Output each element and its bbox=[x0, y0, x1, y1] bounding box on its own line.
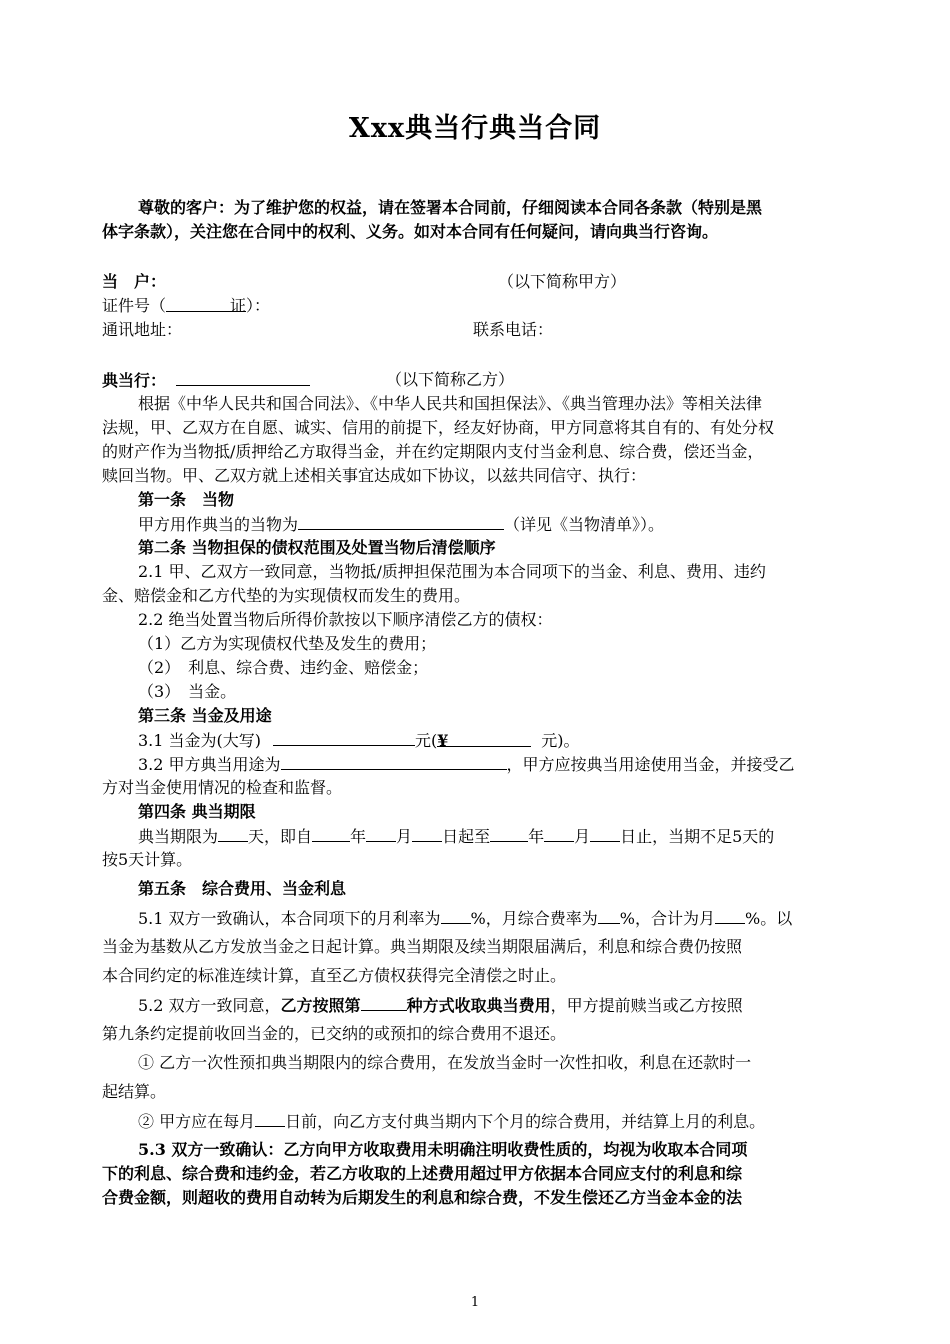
art5-p53-line: 下的利息、综合费和违约金，若乙方收取的上述费用超过甲方依据本合同应支付的利息和综 bbox=[102, 1164, 743, 1183]
art3-p1-mid: 元( bbox=[415, 731, 438, 750]
option-1-line: ① 乙方一次性预扣典当期限内的综合费用，在发放当金时一次性扣收，利息在还款时一 bbox=[138, 1053, 752, 1072]
end-year-field[interactable] bbox=[490, 824, 528, 842]
article-heading: 第一条 当物 bbox=[138, 490, 235, 509]
art5-p53-line: 合费金额，则超收的费用自动转为后期发生的利息和综合费，不发生偿还乙方当金本金的法 bbox=[102, 1188, 743, 1207]
p52-d: ，甲方提前赎当或乙方按照 bbox=[550, 996, 743, 1015]
end-month-field[interactable] bbox=[544, 824, 574, 842]
address-row bbox=[102, 318, 862, 342]
opt2-a: ② 甲方应在每月 bbox=[138, 1112, 256, 1131]
p52-c: 种方式收取典当费用 bbox=[406, 996, 551, 1015]
article-heading: 第二条 当物担保的债权范围及处置当物后清偿顺序 bbox=[138, 538, 496, 557]
art2-p1-line: 金、赔偿金和乙方代垫的为实现债权而发生的费用。 bbox=[102, 586, 471, 605]
id-label-pre: 证件号（ bbox=[102, 296, 167, 315]
art3-p2 bbox=[102, 752, 862, 776]
id-type-field[interactable] bbox=[166, 294, 247, 315]
article-heading: 第五条 综合费用、当金利息 bbox=[138, 879, 347, 898]
party-a-row bbox=[102, 270, 862, 294]
art5-p53-line: 5.3 双方一致确认：乙方向甲方收取费用未明确注明收费性质的，均视为收取本合同项 bbox=[138, 1140, 748, 1159]
preamble-line: 赎回当物。甲、乙双方就上述相关事宜达成如下协议，以兹共同信守、执行： bbox=[102, 466, 647, 485]
art1-text-post: （详见《当物清单》）。 bbox=[504, 515, 665, 534]
art2-p1-line: 2.1 甲、乙双方一致同意，当物抵/质押担保范围为本合同项下的当金、利息、费用、违约 bbox=[138, 562, 766, 581]
contract-body bbox=[102, 196, 862, 1210]
art2-item: （1）乙方为实现债权代垫及发生的费用； bbox=[138, 634, 437, 653]
start-day-field[interactable] bbox=[412, 824, 442, 842]
art4-t6: 年 bbox=[528, 827, 545, 846]
art5-p51-line: 当金为基数从乙方发放当金之日起计算。典当期限及续当期限届满后，利息和综合费仍按照 bbox=[102, 937, 743, 956]
article-heading: 第四条 典当期限 bbox=[138, 802, 256, 821]
party-b-row bbox=[102, 368, 862, 392]
art2-item: （2） 利息、综合费、违约金、赔偿金； bbox=[138, 658, 429, 677]
art3-p1-post: 元)。 bbox=[541, 731, 580, 750]
art3-p2-pre: 3.2 甲方典当用途为 bbox=[138, 755, 281, 774]
amount-words-field[interactable] bbox=[273, 728, 415, 746]
art4-t2: 天，即自 bbox=[248, 827, 313, 846]
art1-text-pre: 甲方用作典当的当物为 bbox=[138, 515, 299, 534]
opt2-b: 日前，向乙方支付典当期内下个月的综合费用，并结算上月的利息。 bbox=[285, 1112, 766, 1131]
art3-p1-pre: 3.1 当金为(大写) bbox=[138, 731, 262, 750]
notice-line: 尊敬的客户：为了维护您的权益，请在签署本合同前，仔细阅读本合同各条款（特别是黑 bbox=[138, 198, 763, 217]
p51-c: %，合计为月 bbox=[619, 909, 715, 928]
fee-rate-field[interactable] bbox=[598, 906, 620, 924]
purpose-field[interactable] bbox=[281, 752, 507, 770]
p51-b: %，月综合费率为 bbox=[470, 909, 598, 928]
party-b-label: 典当行： bbox=[102, 371, 167, 390]
preamble-line: 法规，甲、乙双方在自愿、诚实、信用的前提下，经友好协商，甲方同意将其自有的、有处分权 bbox=[102, 418, 775, 437]
art4-t5: 日起至 bbox=[442, 827, 491, 846]
option-1-line: 起结算。 bbox=[102, 1082, 167, 1101]
art4-line2: 按5天计算。 bbox=[102, 850, 193, 869]
pawn-item-field[interactable] bbox=[298, 512, 504, 530]
art4-t8: 日止，当期不足5天的 bbox=[620, 827, 775, 846]
party-a-note: （以下简称甲方） bbox=[498, 272, 627, 291]
address-label: 通讯地址： bbox=[102, 320, 183, 339]
art5-p51 bbox=[102, 906, 862, 930]
p51-a: 5.1 双方一致确认，本合同项下的月利率为 bbox=[138, 909, 441, 928]
art4-t4: 月 bbox=[396, 827, 413, 846]
art5-p52 bbox=[102, 993, 862, 1017]
payment-day-field[interactable] bbox=[255, 1109, 285, 1127]
preamble-line: 的财产作为当物抵/质押给乙方取得当金，并在约定期限内支付当金利息、综合费，偿还当金， bbox=[102, 442, 764, 461]
art3-p2-line2: 方对当金使用情况的检查和监督。 bbox=[102, 778, 343, 797]
p51-d: %。以 bbox=[744, 909, 793, 928]
start-year-field[interactable] bbox=[312, 824, 350, 842]
art5-p51-line: 本合同约定的标准连续计算，直至乙方债权获得完全清偿之时止。 bbox=[102, 966, 567, 985]
fee-method-field[interactable] bbox=[361, 993, 407, 1011]
phone-label: 联系电话： bbox=[473, 320, 554, 339]
page-title: Xxx典当行典当合同 bbox=[348, 113, 602, 144]
yen-sign: ¥ bbox=[437, 731, 449, 750]
art3-p2-post: ，甲方应按典当用途使用当金，并接受乙 bbox=[506, 755, 795, 774]
art4-t7: 月 bbox=[574, 827, 591, 846]
art4-term bbox=[102, 824, 862, 848]
art3-p1 bbox=[102, 728, 862, 752]
id-label-post: ）： bbox=[246, 296, 271, 315]
pawnshop-name-field[interactable] bbox=[176, 368, 310, 386]
p52-a: 5.2 双方一致同意， bbox=[138, 996, 281, 1015]
page-number: 1 bbox=[470, 1295, 480, 1310]
party-b-note: （以下简称乙方） bbox=[386, 370, 515, 389]
party-a-label: 当 户： bbox=[102, 272, 167, 291]
p52-b: 乙方按照第 bbox=[280, 996, 361, 1015]
art5-p52-line: 第九条约定提前收回当金的，已交纳的或预扣的综合费用不退还。 bbox=[102, 1024, 567, 1043]
art4-t1: 典当期限为 bbox=[138, 827, 219, 846]
notice-line: 体字条款），关注您在合同中的权利、义务。如对本合同有任何疑问，请向典当行咨询。 bbox=[102, 222, 719, 241]
end-day-field[interactable] bbox=[590, 824, 620, 842]
art4-t3: 年 bbox=[350, 827, 367, 846]
art2-item: （3） 当金。 bbox=[138, 682, 237, 701]
article-heading: 第三条 当金及用途 bbox=[138, 706, 272, 725]
start-month-field[interactable] bbox=[366, 824, 396, 842]
total-rate-field[interactable] bbox=[715, 906, 745, 924]
art2-p2: 2.2 绝当处置当物后所得价款按以下顺序清偿乙方的债权： bbox=[138, 610, 553, 629]
id-number-row bbox=[102, 294, 862, 318]
option-2-line bbox=[102, 1109, 862, 1133]
article-1-text bbox=[102, 512, 862, 536]
days-field[interactable] bbox=[218, 824, 248, 842]
amount-number-field[interactable] bbox=[437, 729, 531, 750]
preamble-line: 根据《中华人民共和国合同法》、《中华人民共和国担保法》、《典当管理办法》等相关法律 bbox=[138, 394, 763, 413]
monthly-rate-field[interactable] bbox=[441, 906, 471, 924]
id-type-suffix: 证 bbox=[230, 296, 247, 315]
